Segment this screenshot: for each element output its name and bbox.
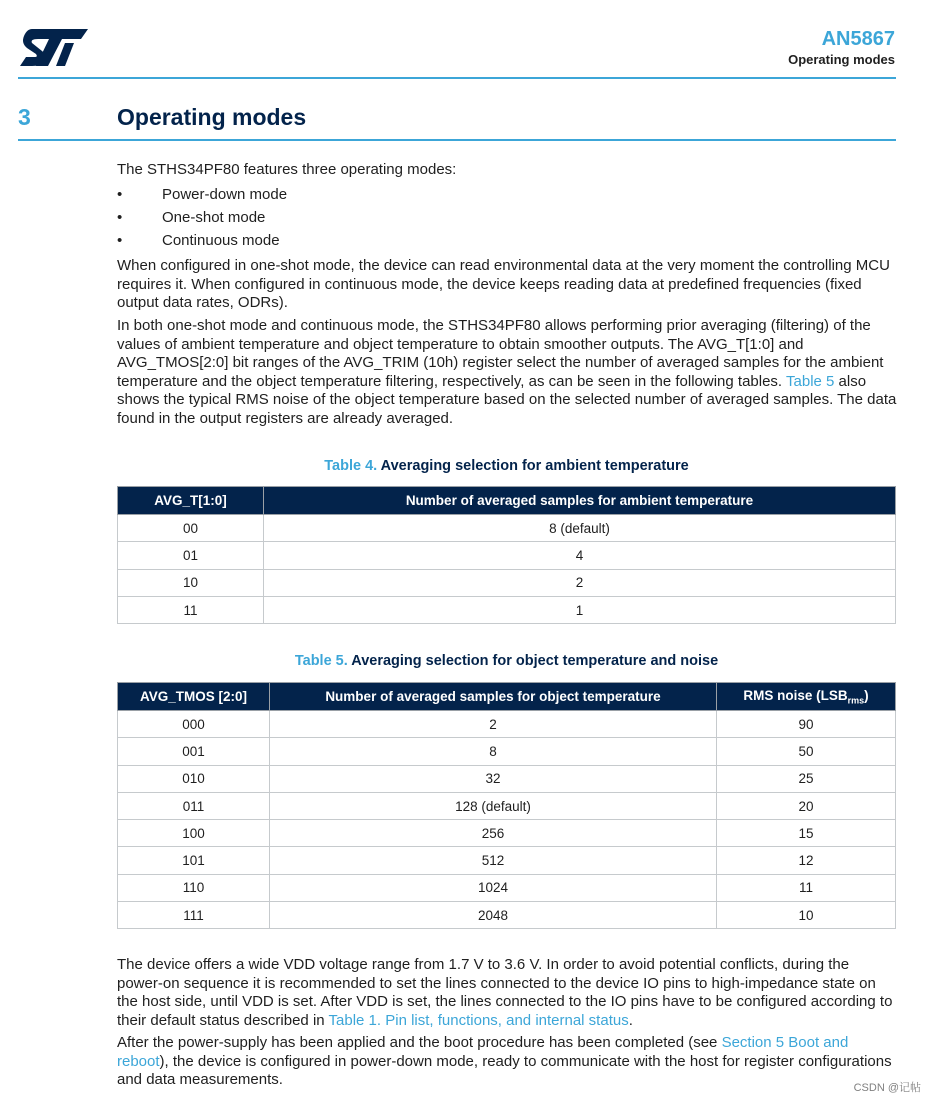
- table-row: [118, 902, 896, 929]
- table5-caption-text: Averaging selection for object temperature and noise: [351, 653, 719, 669]
- table-cell: 010: [118, 765, 270, 792]
- table5-link[interactable]: Table 5: [786, 372, 835, 390]
- mode-label: Power-down mode: [162, 186, 288, 203]
- watermark: CSDN @记帖: [853, 1082, 921, 1094]
- paragraph-averaging-rest: also shows the typical RMS noise of the object temperature based on the selected number of averaged samples. The data found in the output registers are already averaged.: [117, 372, 897, 427]
- table5-caption-number: Table 5.: [294, 653, 348, 669]
- st-logo-icon: [18, 26, 90, 68]
- rms-header-close: ): [864, 687, 869, 703]
- table-cell: 15: [717, 820, 896, 847]
- section-divider: [18, 139, 896, 141]
- paragraph-power-supply: [117, 1034, 897, 1090]
- table-header-row: [118, 487, 896, 515]
- table-cell: 00: [118, 515, 264, 542]
- table-cell: 10: [118, 569, 264, 596]
- table-cell: 2: [264, 569, 896, 596]
- modes-list: [117, 185, 817, 254]
- table-cell: 512: [270, 847, 717, 874]
- paragraph-vdd-rest: .: [628, 1011, 633, 1029]
- paragraph-power-text: After the power-supply has been applied and the boot procedure has been completed (see: [117, 1034, 722, 1051]
- table-row: [118, 792, 896, 819]
- section-title: Operating modes: [117, 104, 307, 130]
- table-cell: 8: [270, 738, 717, 765]
- table-cell: 32: [270, 765, 717, 792]
- table-row: [118, 711, 896, 738]
- table-cell: 8 (default): [264, 515, 896, 542]
- table-row: [118, 515, 896, 542]
- table5-caption: [117, 653, 896, 669]
- table4-caption: [117, 458, 896, 474]
- table-cell: 110: [118, 874, 270, 901]
- intro-text: The STHS34PF80 features three operating modes:: [117, 161, 457, 178]
- rms-header-subscript: rms: [847, 695, 865, 706]
- table-row: [118, 820, 896, 847]
- table-cell: 50: [717, 738, 896, 765]
- table-cell: 1024: [270, 874, 717, 901]
- table4: [117, 486, 896, 624]
- paragraph-averaging-text: In both one-shot mode and continuous mode, the STHS34PF80 allows performing prior averaging (filtering) of the values of ambient temperature and object temperature to obtain smoother outputs. The AVG_T[1:0] and AVG_TMOS[2:0] bit ranges of the AVG_TRIM (10h) register select the number of averaged samples for the ambient temperature and the object temperature filtering, respectively, as can be seen in the following tables.: [117, 317, 884, 390]
- table-cell: 000: [118, 711, 270, 738]
- table-cell: 12: [717, 847, 896, 874]
- bullet: •: [117, 232, 123, 249]
- paragraph-power-rest: ), the device is configured in power-down mode, ready to communicate with the host for register configurations and data measurements.: [117, 1052, 892, 1089]
- document-id: AN5867: [821, 28, 895, 50]
- table-row: [118, 738, 896, 765]
- mode-label: Continuous mode: [162, 232, 280, 249]
- paragraph-vdd: [117, 956, 897, 1030]
- header-divider: [18, 77, 896, 79]
- table-row: [118, 542, 896, 569]
- paragraph-modes: When configured in one-shot mode, the device can read environmental data at the very moment the controlling MCU requires it. When configured in continuous mode, the device keeps reading data at predefined frequencies (fixed output data rates, ODRs).: [117, 257, 890, 312]
- table-cell: 111: [118, 902, 270, 929]
- paragraph-vdd-text: The device offers a wide VDD voltage range from 1.7 V to 3.6 V. In order to avoid potential conflicts, during the power-on sequence it is recommended to set the lines connected to the device IO pins to high-impedance state on the host side, until VDD is set. After VDD is set, the lines connected to the IO pins have to be configured according to their default status described in: [117, 956, 893, 1029]
- table-cell: 01: [118, 542, 264, 569]
- table-row: [118, 874, 896, 901]
- table-header-cell: AVG_TMOS [2:0]: [118, 683, 270, 711]
- table-cell: 1: [264, 596, 896, 623]
- header-section-label: Operating modes: [788, 52, 895, 67]
- table-row: [118, 569, 896, 596]
- table-cell: 2048: [270, 902, 717, 929]
- table-cell: 11: [118, 596, 264, 623]
- list-item: [117, 231, 817, 254]
- table4-caption-number: Table 4.: [324, 458, 378, 474]
- table-cell: 20: [717, 792, 896, 819]
- bullet: •: [117, 186, 123, 203]
- list-item: [117, 185, 817, 208]
- bullet: •: [117, 209, 123, 226]
- table-cell: 256: [270, 820, 717, 847]
- table4-caption-text: Averaging selection for ambient temperature: [380, 458, 689, 474]
- table-cell: 90: [717, 711, 896, 738]
- table-row: [118, 847, 896, 874]
- table-cell: 11: [717, 874, 896, 901]
- section-number: 3: [18, 104, 31, 130]
- table5: [117, 682, 896, 929]
- table-header-cell: AVG_T[1:0]: [118, 487, 264, 515]
- table-cell: 001: [118, 738, 270, 765]
- table-cell: 4: [264, 542, 896, 569]
- paragraph-averaging: [117, 317, 897, 429]
- section5-link[interactable]: Section 5 Boot and reboot: [117, 1034, 849, 1070]
- table-row: [118, 765, 896, 792]
- table-cell: 10: [717, 902, 896, 929]
- rms-header-text: RMS noise (LSB: [743, 687, 848, 703]
- table-cell: 011: [118, 792, 270, 819]
- table-header-row: [118, 683, 896, 711]
- table-row: [118, 596, 896, 623]
- table-cell: 25: [717, 765, 896, 792]
- table-header-cell: Number of averaged samples for object temperature: [270, 683, 717, 711]
- table-header-cell: Number of averaged samples for ambient temperature: [264, 487, 896, 515]
- mode-label: One-shot mode: [162, 209, 266, 226]
- table-cell: 128 (default): [270, 792, 717, 819]
- list-item: [117, 208, 817, 231]
- table-cell: 101: [118, 847, 270, 874]
- table-cell: 100: [118, 820, 270, 847]
- table1-link[interactable]: Table 1. Pin list, functions, and internal status: [328, 1011, 629, 1029]
- table-cell: 2: [270, 711, 717, 738]
- table-header-cell: [717, 683, 896, 711]
